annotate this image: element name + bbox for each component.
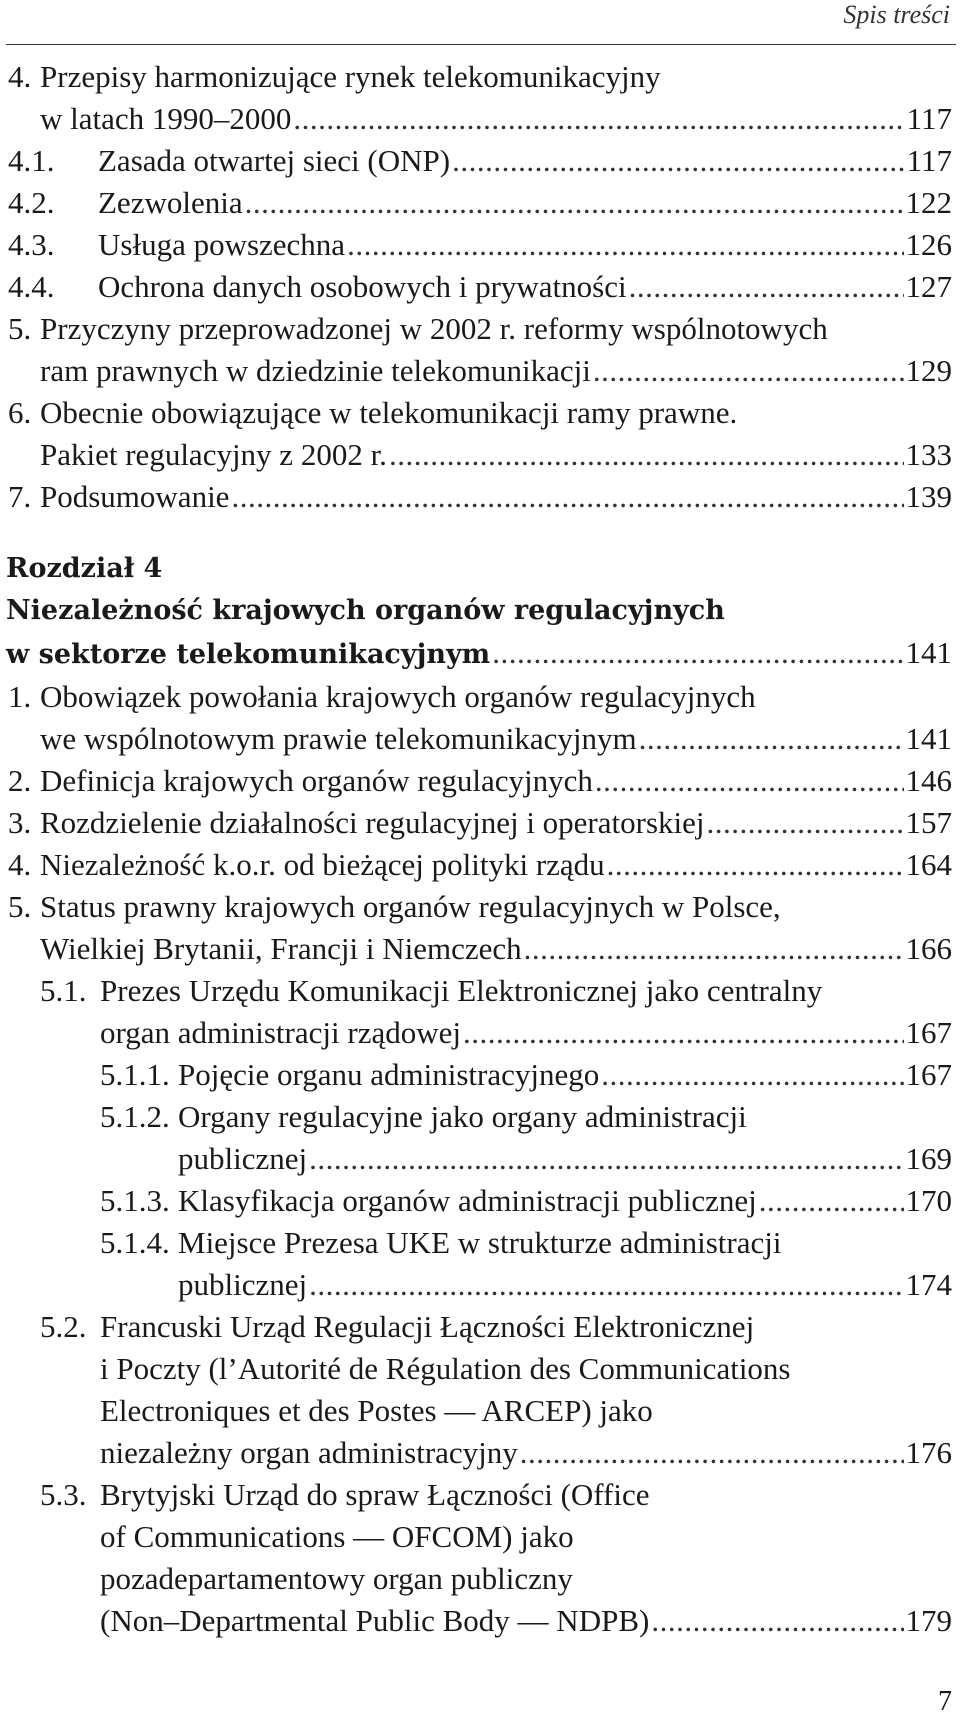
toc-entry-number: 5. [8, 889, 32, 924]
dot-leader [347, 224, 903, 266]
toc-entry-text: Obowiązek powołania krajowych organów regulacyjnych [40, 679, 756, 714]
toc-entry-page-number: 122 [905, 185, 952, 220]
dot-leader [639, 718, 904, 760]
toc-entry-text: Klasyfikacja organów administracji publicznej [178, 1183, 757, 1218]
dot-leader [309, 1264, 903, 1306]
toc-entry[interactable] [0, 1054, 952, 1096]
dot-leader [524, 928, 904, 970]
toc-entry-number: 5.1. [40, 973, 87, 1008]
toc-entry-line [0, 1390, 952, 1432]
dot-leader [651, 1600, 903, 1642]
toc-entry-text: publicznej [178, 1141, 308, 1176]
toc-entry-text: Zasada otwartej sieci (ONP) [98, 143, 451, 178]
toc-entry-page-number: 157 [905, 805, 952, 840]
toc-entry-number: 6. [8, 395, 32, 430]
toc-entry-line [0, 970, 952, 1012]
toc-entry-line [0, 56, 952, 98]
toc-entry-line [0, 1054, 952, 1096]
toc-entry-line [0, 1348, 952, 1390]
toc-entry-line [0, 886, 952, 928]
toc-entry-text: organ administracji rządowej [100, 1015, 461, 1050]
toc-entry-line [0, 224, 952, 266]
toc-entry-line [0, 1600, 952, 1642]
toc-entry-text: Pojęcie organu administracyjnego [178, 1057, 600, 1092]
toc-entry-line [0, 1474, 952, 1516]
toc-entry-page-number: 174 [905, 1267, 952, 1302]
toc-entry-line [0, 1180, 952, 1222]
chapter-label: Rozdział 4 [6, 553, 163, 584]
toc-entry[interactable] [0, 1096, 952, 1180]
toc-entry[interactable] [0, 476, 952, 518]
chapter-heading [0, 548, 952, 676]
toc-entry-number: 5.1.3. [100, 1183, 170, 1218]
toc-entry-line [0, 98, 952, 140]
toc-entry-page-number: 167 [905, 1057, 952, 1092]
dot-leader [593, 350, 904, 392]
toc-entry[interactable] [0, 760, 952, 802]
toc-entry-number: 5.3. [40, 1477, 87, 1512]
toc-entry-line [0, 928, 952, 970]
toc-entry-line [0, 1138, 952, 1180]
toc-entry-text: Przepisy harmonizujące rynek telekomunikacyjny [40, 59, 661, 94]
toc-section-2 [0, 676, 960, 1642]
toc-entry-line [0, 392, 952, 434]
toc-entry[interactable] [0, 182, 952, 224]
dot-leader [520, 1432, 904, 1474]
toc-entry-text: niezależny organ administracyjny [100, 1435, 518, 1470]
toc-entry-line [0, 802, 952, 844]
toc-entry[interactable] [0, 886, 952, 970]
toc-entry-line [0, 476, 952, 518]
chapter-page-number: 141 [905, 635, 952, 670]
toc-entry-text: publicznej [178, 1267, 308, 1302]
toc-entry-line [0, 308, 952, 350]
dot-leader [595, 760, 904, 802]
dot-leader [492, 632, 903, 674]
toc-entry-text: Francuski Urząd Regulacji Łączności Elektronicznej [100, 1309, 755, 1344]
dot-leader [293, 98, 904, 140]
chapter-title-line2: w sektorze telekomunikacyjnym [6, 639, 491, 670]
toc-entry-page-number: 133 [905, 437, 952, 472]
toc-entry-page-number: 117 [906, 143, 952, 178]
toc-entry[interactable] [0, 802, 952, 844]
toc-entry-page-number: 170 [905, 1183, 952, 1218]
chapter-title-line1: Niezależność krajowych organów regulacyjnych [6, 595, 725, 626]
toc-entry-number: 2. [8, 763, 32, 798]
toc-entry-text: we wspólnotowym prawie telekomunikacyjnym [40, 721, 637, 756]
toc-entry-text: Pakiet regulacyjny z 2002 r. [40, 437, 387, 472]
toc-entry-page-number: 127 [905, 269, 952, 304]
toc-entry-page-number: 169 [905, 1141, 952, 1176]
toc-entry-line [0, 1012, 952, 1054]
toc-entry-line [0, 718, 952, 760]
toc-entry-line [0, 1558, 952, 1600]
toc-entry-number: 4. [8, 59, 32, 94]
toc-entry-text: of Communications — OFCOM) jako [100, 1519, 574, 1554]
dot-leader [245, 182, 904, 224]
toc-entry-page-number: 126 [905, 227, 952, 262]
toc-entry-number: 1. [8, 679, 32, 714]
toc-entry-page-number: 141 [905, 721, 952, 756]
toc-entry-line [0, 1516, 952, 1558]
toc-entry[interactable] [0, 140, 952, 182]
dot-leader [463, 1012, 904, 1054]
toc-entry-line [0, 1432, 952, 1474]
toc-entry[interactable] [0, 308, 952, 392]
toc-entry-text: Prezes Urzędu Komunikacji Elektronicznej jako centralny [100, 973, 823, 1008]
toc-entry[interactable] [0, 392, 952, 476]
toc-entry-text: pozadepartamentowy organ publiczny [100, 1561, 573, 1596]
toc-entry-text: (Non–Departmental Public Body — NDPB) [100, 1603, 650, 1638]
toc-entry-text: Electroniques et des Postes — ARCEP) jako [100, 1393, 653, 1428]
toc-entry-number: 5.2. [40, 1309, 87, 1344]
toc-entry[interactable] [0, 844, 952, 886]
spacer [0, 518, 960, 548]
toc-entry-text: ram prawnych w dziedzinie telekomunikacji [40, 353, 591, 388]
toc-entry[interactable] [0, 1306, 952, 1474]
toc-entry-number: 7. [8, 479, 32, 514]
header-rule [6, 44, 956, 45]
toc-entry-line [0, 1222, 952, 1264]
toc-entry-page-number: 146 [905, 763, 952, 798]
running-head: Spis treści [843, 0, 950, 29]
toc-entry-number: 4.4. [8, 269, 55, 304]
toc-entry-page-number: 166 [905, 931, 952, 966]
toc-entry-page-number: 167 [905, 1015, 952, 1050]
toc-entry-number: 5.1.4. [100, 1225, 170, 1260]
toc-entry-page-number: 164 [905, 847, 952, 882]
toc-entry-line [0, 182, 952, 224]
toc-entry[interactable] [0, 1474, 952, 1642]
toc-entry-number: 4. [8, 847, 32, 882]
dot-leader [452, 140, 905, 182]
toc-entry-line [0, 1096, 952, 1138]
toc-entry-line [0, 434, 952, 476]
toc-entry-text: Zezwolenia [98, 185, 243, 220]
toc-entry[interactable] [0, 266, 952, 308]
toc-entry-number: 5.1.2. [100, 1099, 170, 1134]
page-number: 7 [938, 1686, 952, 1717]
toc-entry-text: Rozdzielenie działalności regulacyjnej i operatorskiej [40, 805, 705, 840]
toc-entry-text: Wielkiej Brytanii, Francji i Niemczech [40, 931, 522, 966]
dot-leader [707, 802, 904, 844]
toc-entry-page-number: 129 [905, 353, 952, 388]
toc-entry[interactable] [0, 1222, 952, 1306]
toc-entry[interactable] [0, 1180, 952, 1222]
toc-entry-page-number: 179 [905, 1603, 952, 1638]
toc-entry[interactable] [0, 224, 952, 266]
dot-leader [389, 434, 904, 476]
toc-entry-line [0, 1264, 952, 1306]
toc-entry-line [0, 760, 952, 802]
toc-entry-line [0, 844, 952, 886]
toc-entry-line [0, 266, 952, 308]
toc-entry-text: Niezależność k.o.r. od bieżącej polityki rządu [40, 847, 605, 882]
toc-entry-number: 3. [8, 805, 32, 840]
toc-entry-number: 4.3. [8, 227, 55, 262]
toc-entry-text: w latach 1990–2000 [40, 101, 292, 136]
table-of-contents [0, 56, 960, 1642]
toc-entry[interactable] [0, 676, 952, 760]
toc-entry-page-number: 139 [905, 479, 952, 514]
toc-entry-text: i Poczty (l’Autorité de Régulation des Communications [100, 1351, 791, 1386]
toc-entry-line [0, 1306, 952, 1348]
toc-entry-text: Usługa powszechna [98, 227, 346, 262]
toc-entry-text: Przyczyny przeprowadzonej w 2002 r. reformy wspólnotowych [40, 311, 828, 346]
toc-entry-text: Brytyjski Urząd do spraw Łączności (Office [100, 1477, 650, 1512]
toc-entry-line [0, 140, 952, 182]
toc-entry-text: Podsumowanie [40, 479, 230, 514]
toc-entry-page-number: 117 [906, 101, 952, 136]
dot-leader [759, 1180, 904, 1222]
toc-entry-text: Definicja krajowych organów regulacyjnych [40, 763, 593, 798]
toc-entry[interactable] [0, 970, 952, 1054]
toc-entry-text: Ochrona danych osobowych i prywatności [98, 269, 627, 304]
toc-entry-page-number: 176 [905, 1435, 952, 1470]
toc-entry-number: 5. [8, 311, 32, 346]
toc-entry-line [0, 676, 952, 718]
toc-entry-number: 4.2. [8, 185, 55, 220]
toc-entry[interactable] [0, 56, 952, 140]
toc-entry-number: 4.1. [8, 143, 55, 178]
toc-entry-line [0, 350, 952, 392]
toc-entry-text: Miejsce Prezesa UKE w strukturze administracji [178, 1225, 782, 1260]
toc-entry-text: Status prawny krajowych organów regulacyjnych w Polsce, [40, 889, 781, 924]
dot-leader [309, 1138, 903, 1180]
toc-entry-text: Organy regulacyjne jako organy administracji [178, 1099, 747, 1134]
dot-leader [231, 476, 903, 518]
dot-leader [607, 844, 904, 886]
toc-entry-number: 5.1.1. [100, 1057, 170, 1092]
chapter-title-line2-row [0, 632, 952, 676]
dot-leader [629, 266, 904, 308]
toc-section-1 [0, 56, 960, 518]
dot-leader [601, 1054, 903, 1096]
toc-entry-text: Obecnie obowiązujące w telekomunikacji ramy prawne. [40, 395, 738, 430]
